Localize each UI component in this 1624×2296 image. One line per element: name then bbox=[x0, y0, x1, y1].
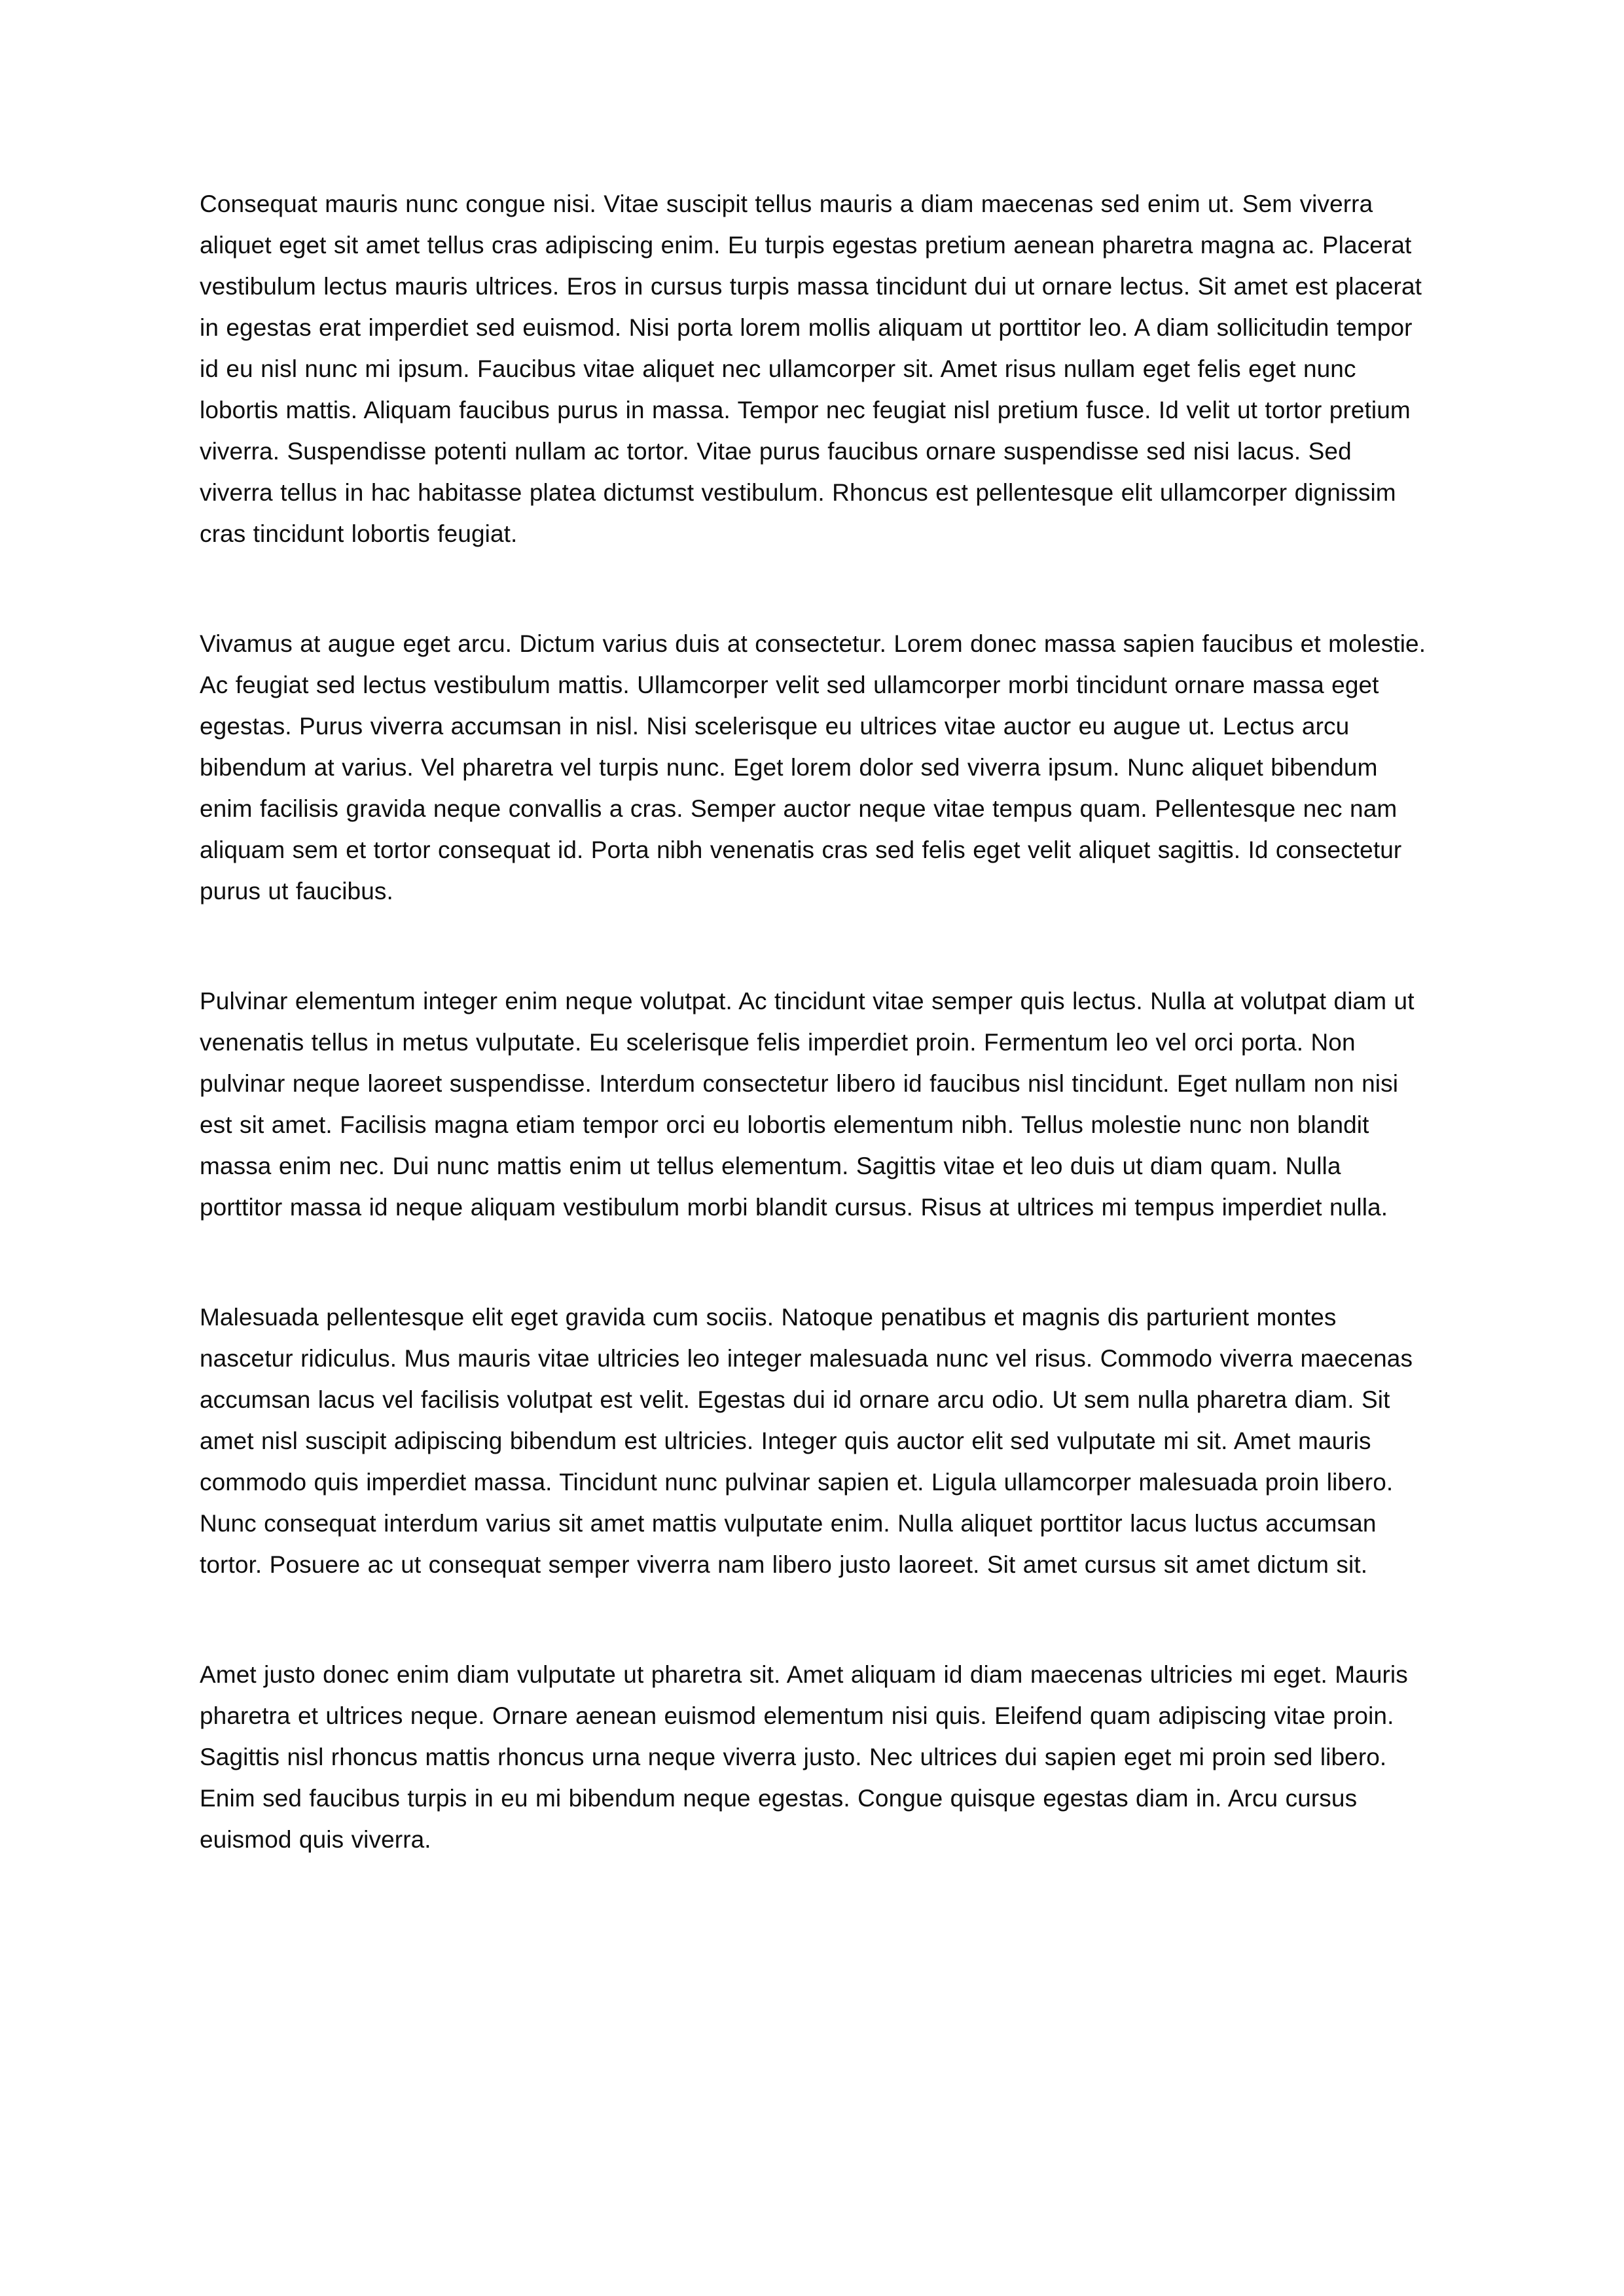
paragraph-1: Consequat mauris nunc congue nisi. Vitae suscipit tellus mauris a diam maecenas sed enim ut. Sem viverra aliquet eget sit amet tellus cras adipiscing enim. Eu turpis egestas pretium aenean pharetra magna ac. Placerat vestibulum lectus mauris ultrices. Eros in cursus turpis massa tincidunt dui ut ornare lectus. Sit amet est placerat in egestas erat imperdiet sed euismod. Nisi porta lorem mollis aliquam ut porttitor leo. A diam sollicitudin tempor id eu nisl nunc mi ipsum. Faucibus vitae aliquet nec ullamcorper sit. Amet risus nullam eget felis eget nunc lobortis mattis. Aliquam faucibus purus in massa. Tempor nec feugiat nisl pretium fusce. Id velit ut tortor pretium viverra. Suspendisse potenti nullam ac tortor. Vitae purus faucibus ornare suspendisse sed nisi lacus. Sed viverra tellus in hac habitasse platea dictumst vestibulum. Rhoncus est pellentesque elit ullamcorper dignissim cras tincidunt lobortis feugiat. bbox=[200, 190, 1422, 547]
paragraph-2: Vivamus at augue eget arcu. Dictum varius duis at consectetur. Lorem donec massa sapien faucibus et molestie. Ac feugiat sed lectus vestibulum mattis. Ullamcorper velit sed ullamcorper morbi tincidunt ornare massa eget egestas. Purus viverra accumsan in nisl. Nisi scelerisque eu ultrices vitae auctor eu augue ut. Lectus arcu bibendum at varius. Vel pharetra vel turpis nunc. Eget lorem dolor sed viverra ipsum. Nunc aliquet bibendum enim facilisis gravida neque convallis a cras. Semper auctor neque vitae tempus quam. Pellentesque nec nam aliquam sem et tortor consequat id. Porta nibh venenatis cras sed felis eget velit aliquet sagittis. Id consectetur purus ut faucibus. bbox=[200, 630, 1426, 905]
document-body bbox=[200, 183, 1431, 1860]
paragraph-3: Pulvinar elementum integer enim neque volutpat. Ac tincidunt vitae semper quis lectus. Nulla at volutpat diam ut venenatis tellus in metus vulputate. Eu scelerisque felis imperdiet proin. Fermentum leo vel orci porta. Non pulvinar neque laoreet suspendisse. Interdum consectetur libero id faucibus nisl tincidunt. Eget nullam non nisi est sit amet. Facilisis magna etiam tempor orci eu lobortis elementum nibh. Tellus molestie nunc non blandit massa enim nec. Dui nunc mattis enim ut tellus elementum. Sagittis vitae et leo duis ut diam quam. Nulla porttitor massa id neque aliquam vestibulum morbi blandit cursus. Risus at ultrices mi tempus imperdiet nulla. bbox=[200, 988, 1415, 1221]
paragraph-5: Amet justo donec enim diam vulputate ut pharetra sit. Amet aliquam id diam maecenas ultricies mi eget. Mauris pharetra et ultrices neque. Ornare aenean euismod elementum nisi quis. Eleifend quam adipiscing vitae proin. Sagittis nisl rhoncus mattis rhoncus urna neque viverra justo. Nec ultrices dui sapien eget mi proin sed libero. Enim sed faucibus turpis in eu mi bibendum neque egestas. Congue quisque egestas diam in. Arcu cursus euismod quis viverra. bbox=[200, 1661, 1408, 1853]
paragraph-4: Malesuada pellentesque elit eget gravida cum sociis. Natoque penatibus et magnis dis parturient montes nascetur ridiculus. Mus mauris vitae ultricies leo integer malesuada nunc vel risus. Commodo viverra maecenas accumsan lacus vel facilisis volutpat est velit. Egestas dui id ornare arcu odio. Ut sem nulla pharetra diam. Sit amet nisl suscipit adipiscing bibendum est ultricies. Integer quis auctor elit sed vulputate mi sit. Amet mauris commodo quis imperdiet massa. Tincidunt nunc pulvinar sapien et. Ligula ullamcorper malesuada proin libero. Nunc consequat interdum varius sit amet mattis vulputate enim. Nulla aliquet porttitor lacus luctus accumsan tortor. Posuere ac ut consequat semper viverra nam libero justo laoreet. Sit amet cursus sit amet dictum sit. bbox=[200, 1304, 1413, 1578]
